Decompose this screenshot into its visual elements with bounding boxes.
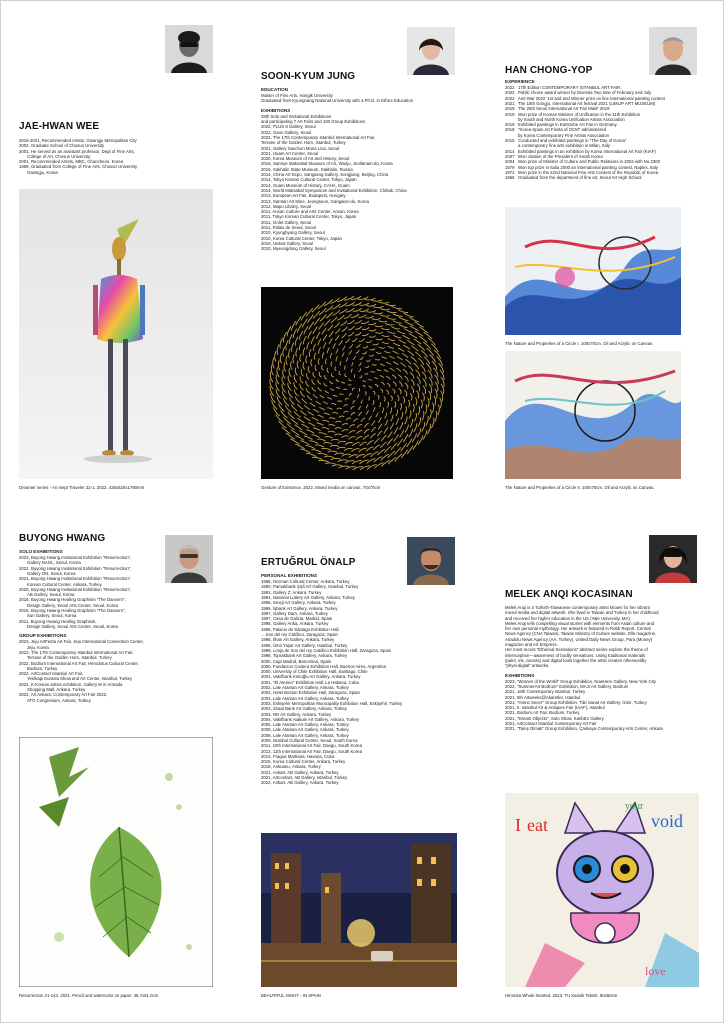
text-line: 1994, National Lottery Art Gallery, Ankara, Turkey: [261, 594, 356, 600]
text-line: 2014, Tokyo Korean Cultural Center, Tokyo, Japan: [261, 177, 357, 183]
art-text-your: your: [625, 801, 644, 812]
text-line: 2002, Hotel Boston Exhibition Hall, Zaragoza, Spain: [261, 690, 360, 696]
text-line: Melek Anqi is a Turkish-Taiwanese contemporary artist known for her vibrant: [505, 605, 650, 610]
text-line: 2021, "Dream Objects", Solo Show, KaribEn Gallery: [505, 715, 604, 721]
text-line: 2011, Violet Gallery, Seoul: [261, 219, 312, 225]
text-line: 2000, Fundacion Costera Exhibition Hall, Buenos Aires, Argentina: [261, 663, 386, 669]
text-line: 2021, Gallery Sanchon Mona Lisa, Seoul: [261, 145, 340, 151]
experience-year: 2015: [505, 138, 515, 144]
text-line: 2022, "SummerArt Bodrum" Exhibition, MAJI Art Gallery, Bodrum: [505, 683, 629, 689]
experience-year: 2021: [505, 100, 515, 106]
artist-name-wee: JAE-HWAN WEE: [19, 121, 100, 132]
caption-onalp: BEAUTIFUL NIGHT - IN SPAIN: [261, 993, 321, 998]
text-line: 2016-2021, Recommended Artists, Gwangju Metropolitan City: [19, 138, 137, 143]
text-line: Terrane of the Golden Horn, Istanbul, Turkey: [27, 655, 112, 661]
text-line: 2021, II. Istanbul Art & Antiques Fair (IAAF), Istanbul: [505, 705, 605, 711]
text-line: 1998, Gallery Anka, Ankara, Turkey: [261, 621, 329, 627]
text-line: 2022, Ankart, AB Gallery, Ankara, Turkey: [261, 780, 339, 786]
text-line: 2000, Caja Madrid, Barcelona, Spain: [261, 658, 332, 664]
experience-text: by Korea Contemporary Fine Artists Association: [518, 132, 609, 138]
experience-year: 1966: [505, 175, 515, 181]
experience-text: 17th Edition CONTEMPORARY ISTANBUL ART FAIR.: [518, 85, 622, 91]
text-line: 2012, Mapo Library, Seoul: [261, 203, 312, 209]
text-line: Gwangju, Korea: [27, 169, 58, 175]
bio-jung: [261, 87, 464, 252]
text-line: 2021, "Tanış Olmak" Group Exhibition, Çankaya Contemporary Arts Center, Ankara: [505, 726, 663, 732]
text-line: 2009, Istanbul Cultural Center, Seoul, South Korea: [261, 738, 358, 743]
text-line: Anadolu News Agency (AA, Turkey), United Daily News Group, Para (Money): [505, 636, 653, 642]
text-line: 2000, University of Chile Exhibition Hall, Santiago, Chile: [261, 669, 368, 675]
experience-year: 1972: [505, 169, 515, 175]
artist-name-kocasinan: MELEK ANQI KOCASINAN: [505, 589, 633, 600]
experience-year: 2004: [505, 159, 515, 165]
text-line: "physi-digital" artworks.: [505, 663, 550, 669]
text-line: 2005, Lale Ataman Art Gallery, Ankara, Turkey: [261, 722, 349, 728]
text-line: 2020, Buyong Hwang Invitational Exhibition "Resurrection",: [19, 586, 132, 592]
caption-han-2: The Nature and Properties of a Circle II. 100x70cm. Oil and Acrylic on Canvas.: [505, 485, 655, 490]
experience-text: The 18th Gongju, International Art festival 2021 (LIMLIP ART MUSEUM): [518, 100, 656, 106]
bio-wee: [19, 138, 217, 175]
text-line: 2010, United Gallery, Seoul: [261, 240, 314, 246]
text-line: 2011, Buyong Hwang Healing Graphism,: [19, 618, 97, 624]
experience-text: Conducted and exhibited paintings in "The Day of Korea": [518, 138, 627, 144]
artist-section-wee: [17, 25, 217, 505]
text-line: 2022, Gaon Gallery, Seoul: [261, 129, 312, 135]
text-line: 2006, Lale Ataman Art Gallery, Ankara, Turkey: [261, 727, 349, 733]
artist-section-hwang: [17, 533, 217, 1013]
text-line: 28th Solo and Invitational Exhibitions: [261, 113, 332, 119]
bio-onalp: [261, 573, 464, 786]
experience-year: 2022: [505, 85, 515, 91]
text-line: 2018, Ankuanu, Ankara, Turkey: [261, 764, 321, 770]
artwork-han-circle-2: [505, 351, 681, 479]
text-line: and participating 7 Art Fairs and 100 Group Exhibitions: [261, 119, 366, 125]
artwork-han-circle-1: [505, 207, 681, 335]
experience-text: Exhibited paintings in an exhibition by Korea International Art Fair (KIAF): [518, 148, 656, 154]
text-line: 2001, Recommended Artists, MBC, Chuncheon, Korea: [19, 159, 124, 165]
text-line: 1998, Palacio de Sástago Exhibition Hall,: [261, 626, 340, 632]
text-line: 2018, Samrye Maksabal Museum of Art, Wanju, Jeollanam-do, Korea: [261, 161, 393, 167]
text-line: 2022, The 17th Contemporary Istanbul International Art Fair,: [261, 134, 376, 140]
text-line: 2003, RD Art Gallery, Ankara, Turkey: [261, 711, 332, 717]
text-line: 2021, Huam Art Center, Seoul: [261, 150, 319, 156]
experience-text: Exhibited paintings in Karlsruhe Art Fair in Germany.: [518, 122, 618, 128]
text-line: 2011, Tokyo Korean Cultural Center, Tokyo, Japan: [261, 214, 357, 220]
text-line: Gallery NAGL, Seoul, Korea: [27, 560, 81, 566]
experience-text: Public choice award winner by Diversia Two time of February and July: [518, 90, 652, 96]
bio-han: [505, 79, 703, 180]
text-line: 2011, Ansan Culture and Arts Center, Ansan, Korea: [261, 209, 359, 215]
text-line: 1997, Casa de Galicia, Madrid, Spain: [261, 616, 333, 622]
section-heading: EXHIBITIONS: [505, 672, 535, 678]
text-line: 2021, 5th Artweeks@Akaretler, Istanbul: [505, 694, 581, 700]
text-line: her own personal mythology. Her artwork is featured in Robb Report, Central: [505, 626, 651, 632]
artist-section-han: [503, 25, 703, 505]
text-line: 2002, Lale Ataman Art Gallery, Ankara, Turkey: [261, 685, 349, 691]
text-line: and received her higher education in the US (Yale University, MA).: [505, 615, 631, 621]
text-line: 2022, Bodrum International Art Fair, Herodotus Cultural Center,: [19, 660, 139, 666]
bio-kocasinan: [505, 605, 703, 732]
text-line: Bodrum, Turkey: [27, 665, 58, 671]
section-heading: EDUCATION: [261, 87, 288, 92]
experience-text: a contemporary fine arts exhibition in Milan, Italy: [518, 143, 610, 149]
artist-section-kocasinan: [503, 533, 703, 1013]
text-line: 1999, Graduated from College of Fine Arts, Chosun University,: [19, 164, 138, 170]
artist-name-jung: SOON-KYUM JUNG: [261, 71, 356, 82]
text-line: 2008, Lale Ataman Art Gallery, Ankara, Turkey: [261, 732, 349, 738]
text-line: intersception—awareness of bodily sensations. Using traditional materials: [505, 652, 646, 658]
text-line: 2013, Samtan Art Mine, Jeongseon, Gangwon-do, Korea: [261, 198, 369, 204]
text-line: ....Sos del rey Católico, Zaragoza, Spain: [261, 632, 338, 638]
text-line: Melek Anqi tells compelling visual stories with elements from Asian culture and: [505, 620, 655, 626]
experience-year: 2019: [505, 106, 515, 112]
text-line: 2022, K-Korean artists exhibition, Gallery M in Armada: [19, 681, 123, 687]
section-heading: EXHIBITIONS: [261, 107, 291, 113]
text-line: Design Gallery, Seoul Arts Center, Seoul, Korea: [27, 602, 118, 608]
text-line: 1989, German Cultural Center, Ankara, Turkey: [261, 579, 350, 585]
text-line: Her most recent "Ethereal Sensations" abstract series explore the theme of: [505, 647, 648, 653]
text-line: 2022, ArtContact Istanbul Art Fair,: [19, 671, 84, 677]
experience-text: by South and North Korea Unification Artists Association: [518, 116, 625, 122]
text-line: 2021, Buyong Hwang Invitational Exhibition "Resurrection",: [19, 576, 132, 582]
text-line: Terrane of the Golden Horn, Istanbul, Turkey: [261, 140, 346, 146]
text-line: 1997, Gallery Dam, Ankara, Turkey: [261, 610, 328, 616]
art-text-eat: eat: [527, 815, 548, 835]
artwork-kocasinan-void: [505, 793, 699, 987]
artist-section-onalp: [259, 533, 464, 1013]
text-line: 2021, Bodrum Art Fair, Bodrum, Turkey: [505, 710, 580, 716]
text-line: 2018, Buyong Hwang Healing Graphism "The Dancers",: [19, 597, 126, 603]
text-line: 2014, China Art Expo, Sangsang Gallery, Songjiang, Beijing, China: [261, 172, 389, 178]
text-line: 2014, World Maksabal Symposium and Invitational Exhibition, Chibak, China: [261, 187, 407, 193]
text-line: 1998, Ilhan Art Gallery, Ankara, Turkey: [261, 637, 335, 643]
text-line: 1999, Lonja de Sos del rey Católico Exhibition Hall, Zaragoza, Spain: [261, 647, 392, 653]
experience-text: Won prize in the 22nd National Fine Arts Contest of the Republic of Korea: [518, 169, 659, 175]
experience-year: 2022: [505, 90, 515, 96]
experience-text: Won prize of Minister of Culture and Public Relations in 2004 with No.2300: [518, 159, 661, 165]
text-line: 2023, Jeju ArtFesta Art Fair, Jeju International Convention Center,: [19, 639, 144, 645]
text-line: 2021, ArtContact Istanbul Contemporary Art Fair: [505, 721, 597, 727]
text-line: magazine and Art Empress.: [505, 642, 558, 648]
text-line: 2022, Art Ankara, Contemporary Art Fair 2022,: [19, 692, 108, 698]
text-line: Korean Cultural Center, Ankara, Turkey: [27, 581, 102, 587]
section-heading: SOLO EXHIBITIONS: [19, 549, 63, 554]
text-line: mixed media and digital artwork. She lived in Taiwan and Turkey in her childhood: [505, 610, 659, 616]
text-line: AB Gallery, Seoul, Korea: [27, 592, 75, 598]
text-line: 2022, The 17th Contemporary Istanbul International Art Fair,: [19, 649, 134, 655]
text-line: Sun Gallery, Seoul, Korea: [27, 613, 77, 619]
text-line: 2003, Eskişehir Metropolitan Municipality Exhibition Hall, Eskişehir, Turkey: [261, 700, 403, 706]
experience-year: 2022: [505, 95, 515, 101]
text-line: 2002, Graduate School of Chosun University: [19, 143, 105, 149]
caption-jung: Gesture of Existence. 2022. Mixed media on canvas. 70x70cm: [261, 485, 381, 490]
text-line: 2022, PLUS 8 Gallery, Seoul: [261, 124, 316, 130]
text-line: Yenikapi Eurasia Show and Art Center, Istanbul, Turkey: [27, 676, 133, 682]
experience-year: 2014: [505, 148, 515, 154]
artist-name-hwang: BUYONG HWANG: [19, 533, 106, 544]
text-line: 2015, Buyong Hwang Healing Graphism "The Dancers",: [19, 608, 126, 614]
artist-name-onalp: ERTUĞRUL ÖNALP: [261, 557, 356, 568]
text-line: Gallery ON, Seoul, Korea: [27, 570, 76, 576]
portrait-jung: [407, 27, 455, 75]
experience-year: 2018: [505, 127, 515, 133]
experience-text: "Korea-Spain Art Fiesta of OCM" administered: [518, 127, 607, 133]
section-heading: EXPERIENCE: [505, 79, 535, 84]
artwork-onalp-night: [261, 833, 457, 987]
text-line: 2003, Lale Ataman Art Gallery, Ankara, Turkey: [261, 695, 349, 701]
artwork-wee-sculpture: [19, 189, 213, 479]
experience-text: Won top prize in Italia 2000 an international painting contest, Naples, Italy: [518, 164, 658, 170]
text-line: Master of Fine Arts, Hongik University: [261, 93, 333, 99]
text-line: 2021, "Homo Secer" Group Exhibition, Tiiki Sanat Art Gallery, İzmir, Turkey: [505, 699, 647, 705]
text-line: Jeju, Korea: [27, 644, 49, 650]
experience-year: 1979: [505, 164, 515, 170]
caption-kocasinan: Hiromita Whole hearted. 2023. TU Karisik Teknik. 50x50cm: [505, 993, 618, 998]
text-line: 2012, 11th International Art Fair, Daegu, South Korea: [261, 748, 362, 754]
text-line: Graduated from Kyungnang National University with a Ph.D. in Ethics Education: [261, 98, 414, 104]
experience-text: The 25th Seoul International Art Fair MaiiF 2019: [518, 106, 610, 112]
text-line: Shopping Mall, Ankara, Turkey: [27, 687, 86, 693]
text-line: 2010, Korea Cultural Center, Tokyo, Japan: [261, 235, 342, 241]
artwork-hwang-resurrection: [19, 737, 213, 987]
text-line: College of Art, Chosun University.: [27, 153, 91, 159]
text-line: 2015, Korea Cultural Center, Ankara, Turkey: [261, 759, 346, 765]
text-line: 1999, Toprakbank Art Gallery, Ankara, Turkey: [261, 653, 348, 659]
text-line: 2016, Sakhalin State Museum, Sakhalin, Russia: [261, 166, 353, 172]
experience-year: 2019: [505, 111, 515, 117]
art-text-love: love: [645, 964, 666, 978]
portrait-han: [649, 27, 697, 75]
text-line: 2003, Ziraat Bank Art Gallery, Ankara, Turkey: [261, 706, 347, 712]
text-line: 2010, Kyunghyang Gallery, Seoul: [261, 230, 325, 236]
artwork-jung-gesture: [261, 287, 453, 479]
caption-wee: Dreamer series - An Inept Traveler 22-1. 2022. 435x620x1780mm: [19, 485, 145, 490]
section-heading: GROUP EXHIBITIONS: [19, 633, 67, 639]
experience-text: Won citation of the President of South Korea: [518, 153, 603, 159]
text-line: 2001, Vakıfbank Kösoğlu Art Gallery, Ankara, Turkey: [261, 674, 361, 680]
text-line: 2004, Vakıfbank Atakule Art Gallery, Ankara, Turkey: [261, 716, 360, 722]
text-line: 2022, Buyong Hwang Invitational Exhibition "Resurrection",: [19, 565, 132, 571]
text-line: 2021, 16th Contemporary Istanbul, Turkey: [505, 689, 586, 695]
art-text-i: I: [515, 815, 521, 835]
experience-text: Won prize of Korean Minister of Unification in the 11th Exhibition: [518, 111, 641, 117]
text-line: 2013, Fragua Martiana, Havana, Cuba: [261, 753, 335, 759]
text-line: 2021, Artcontact, AB Gallery, Istanbul, Turkey: [261, 775, 348, 781]
caption-hwang: Resurrection 21-143. 2021. Pencil and watercolor on paper. 45.7x61.0cm: [19, 993, 159, 998]
text-line: Design Gallery, Seoul Arts Center, Seoul, Korea: [27, 623, 118, 629]
text-line: 2010, Myeongdong Gallery, Seoul: [261, 246, 326, 252]
experience-text: Graduated from the department of fine art, Seoul Art High School: [518, 175, 642, 181]
text-line: 1995, Sevgi Art Gallery, Ankara, Turkey: [261, 600, 336, 606]
text-line: 2001, "El Ateneo" Exhibition Hall, La Habana, Cuba: [261, 679, 359, 685]
text-line: 2023, Buyong Hwang Invitational Exhibition "Resurrection",: [19, 555, 132, 561]
section-heading: PERSONAL EXHIBITIONS: [261, 573, 318, 578]
text-line: 2001, He served as an assistant professor, Dept of Fine Arts,: [19, 148, 135, 154]
text-line: 2020, Korea Museum of Art and History, Seoul: [261, 156, 350, 162]
experience-text: Anti-War 2022 '1st and 2nd Winner prize on line international painting contest: [518, 95, 665, 101]
art-text-void: void: [651, 811, 684, 831]
artist-section-jung: [259, 25, 464, 505]
text-line: 2011, Palais de Seoul, Seoul: [261, 225, 316, 231]
portrait-kocasinan: [649, 535, 697, 583]
text-line: 1996, İşbank Art Gallery, Ankara, Turkey: [261, 605, 338, 611]
text-line: 2013, European Art Fair, Budapest, Hungary: [261, 193, 346, 199]
text-line: 1990, Pamukbank Şişli Art Gallery, Istanbul, Turkey: [261, 584, 359, 590]
text-line: 2023, "Women of the World" Group Exhibition, NowHere Gallery, New York City: [505, 678, 656, 684]
text-line: 2011, 10th International Art Fair, Daegu, South Korea: [261, 743, 362, 749]
text-line: 1999, Ümit Yaşar Art Gallery, Istanbul, Turkey: [261, 642, 348, 648]
text-line: 2014, Guam Museum of History, CAHA, Guam: [261, 182, 350, 188]
experience-year: 2007: [505, 153, 515, 159]
text-line: 2021, Ankart, AB Gallery, Ankara, Turkey: [261, 769, 339, 775]
text-line: (paint, ink, canvas) and digital tools together the artist creates otherworldly: [505, 657, 647, 663]
artist-name-han: HAN CHONG-YOP: [505, 65, 593, 76]
text-line: ATO Congresium, Ankara, Turkey: [27, 697, 91, 703]
text-line: 1991, Gallery Z, Ankara, Turkey: [261, 589, 322, 595]
experience-row: [505, 175, 703, 180]
experience-year: 2019: [505, 122, 515, 128]
caption-han-1: The Nature and Properties of a Circle I. 100x70cm. Oil and Acrylic on Canvas.: [505, 341, 654, 346]
portrait-wee: [165, 25, 213, 73]
text-line: News Agency (CNA Taiwan), Taiwan Ministry of Culture website, Elle magazine,: [505, 631, 657, 637]
bio-hwang: [19, 549, 217, 703]
